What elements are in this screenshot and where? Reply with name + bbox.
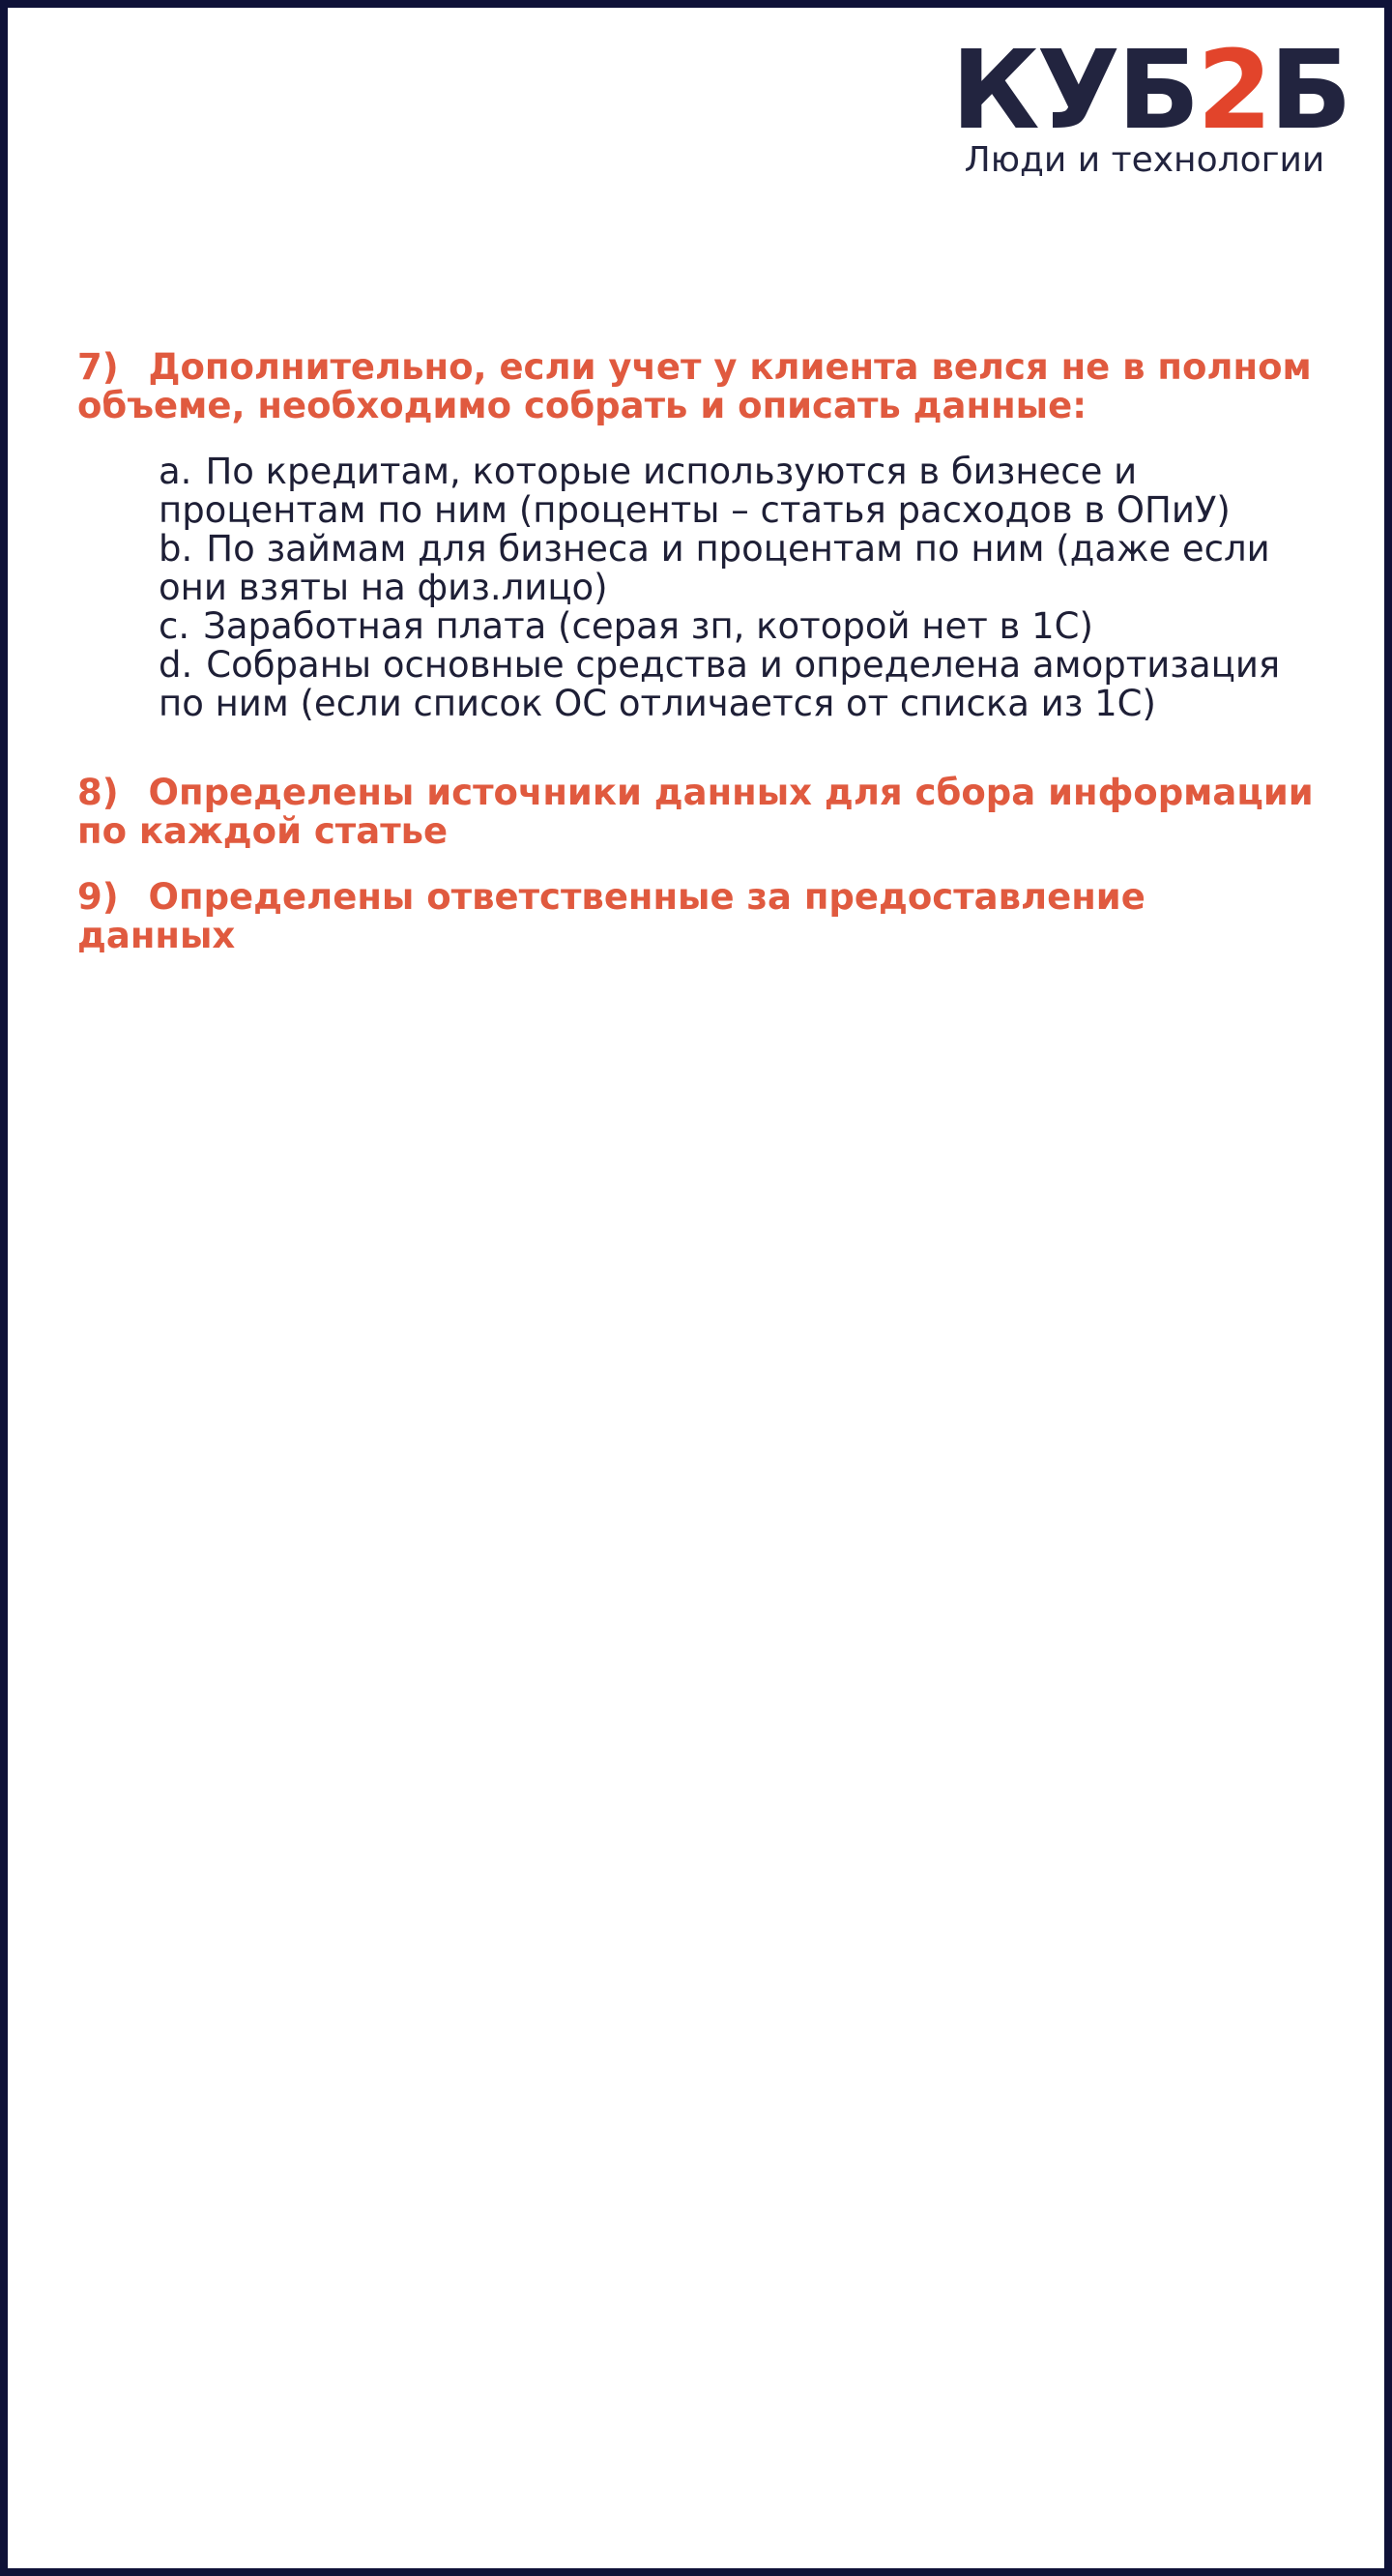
section-9-heading-text: Определены ответственные за предоставление данных [77, 876, 1146, 956]
logo-mark-accent: 2 [1197, 28, 1270, 154]
list-item-text: Заработная плата (серая зп, которой нет в 1С) [203, 605, 1093, 647]
list-item [159, 607, 1315, 646]
logo-mark [951, 28, 1349, 154]
logo-tagline: Люди и технологии [964, 140, 1325, 180]
company-logo [951, 28, 1349, 182]
section-8-heading [77, 774, 1315, 851]
section-7-number: 7) [77, 346, 119, 388]
list-item-text: Собраны основные средства и определена амортизация по ним (если список ОС отличается от списка из 1С) [159, 644, 1281, 724]
section-9-number: 9) [77, 876, 119, 918]
list-item [159, 646, 1315, 723]
list-item-letter: d. [159, 644, 193, 686]
section-7-sub-list [77, 453, 1315, 723]
checklist-content [77, 348, 1315, 955]
section-8-heading-text: Определены источники данных для сбора информации по каждой статье [77, 772, 1314, 852]
list-item-letter: c. [159, 605, 190, 647]
list-item [159, 453, 1315, 530]
section-7-heading [77, 348, 1315, 425]
section-7-heading-text: Дополнительно, если учет у клиента велся не в полном объеме, необходимо собрать и описать данные: [77, 346, 1312, 426]
list-item-text: По кредитам, которые используются в бизнесе и процентам по ним (проценты – статья расходов в ОПиУ) [159, 451, 1231, 531]
list-item-letter: b. [159, 528, 193, 570]
logo-mark-prefix: КУБ [951, 28, 1198, 154]
list-item-letter: a. [159, 451, 192, 492]
list-item [159, 530, 1315, 607]
section-8-number: 8) [77, 772, 119, 813]
list-item-text: По займам для бизнеса и процентам по ним (даже если они взяты на физ.лицо) [159, 528, 1270, 608]
section-7 [77, 348, 1315, 723]
section-9-heading [77, 878, 1315, 955]
section-9 [77, 878, 1315, 955]
logo-mark-suffix: Б [1269, 28, 1349, 154]
section-8 [77, 774, 1315, 851]
